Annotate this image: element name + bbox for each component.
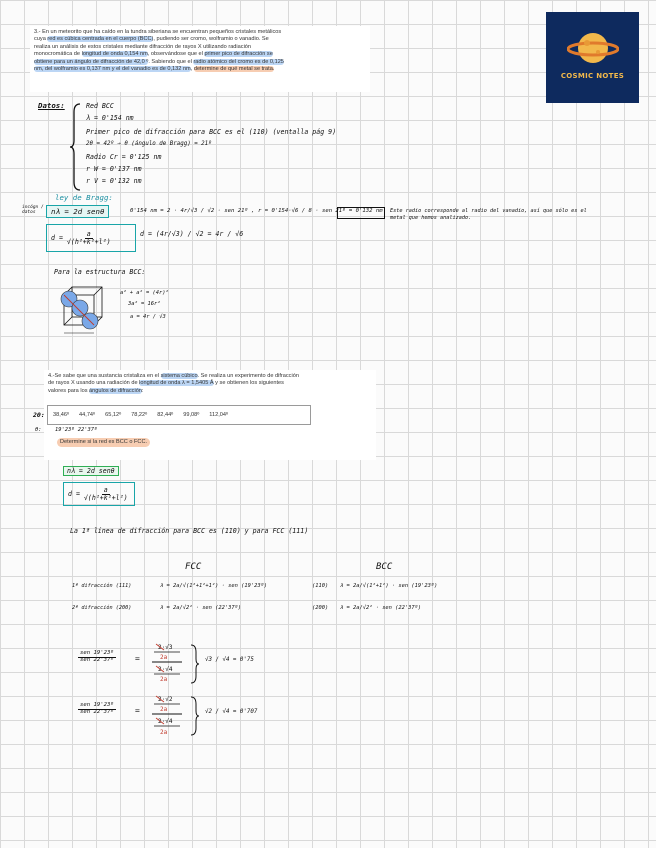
p4-hl-cubic: sistema cúbico [160, 373, 198, 379]
d-calculation: d = (4r/√3) / √2 = 4r / √6 [140, 230, 244, 238]
interplanar-distance-box: d = $\frac{a}{\text{√(h²+k²+l²)}}$ [46, 224, 136, 252]
result-box [337, 207, 385, 219]
ratio-1 [78, 651, 116, 663]
fcc-row1-label: 1ª difracción (111) [72, 583, 132, 589]
ratio-2-equals: = [135, 706, 140, 715]
bcc-eq-2: 3a² = 16r² [128, 301, 161, 307]
p4-line3a: valores para los [48, 387, 90, 394]
bragg-side-note: incógn / datos [22, 205, 44, 215]
bragg-title: ley de Bragg: [55, 193, 113, 202]
p3-hl-peak: primer pico de difracción se [204, 51, 273, 58]
bcc-structure-title: Para la estructura BCC: [54, 268, 146, 276]
datos-line-7: r V = 0'132 nm [86, 177, 142, 185]
ratio-2-denominator: sen 22'37º [80, 708, 114, 715]
bcc-row1: λ = 2a/√(1²+1²) · sen (19'23º) [340, 583, 438, 589]
p4-line2b: y se obtienen los siguientes [213, 380, 284, 387]
svg-text:2a: 2a [160, 706, 168, 713]
svg-text:2·√4: 2·√4 [158, 666, 173, 673]
angle-value: 65,12º [105, 412, 122, 418]
two-theta-label: 2θ: [33, 411, 45, 419]
bcc-eq-1: a² + a² = (4r)² [120, 290, 169, 296]
p3-hl-wavelength: longitud de onda 0,154 nm [81, 51, 148, 58]
ratio-2-result: √2 / √4 = 0'707 [205, 709, 258, 715]
theta-label: θ: [35, 427, 42, 433]
ratio-1-result: √3 / √4 = 0'75 [205, 657, 254, 663]
bcc-eq-3: a = 4r / √3 [130, 314, 166, 320]
angle-values-table [47, 405, 311, 425]
ratio-1-strikethrough-fraction [150, 640, 184, 684]
bragg-equation: nλ = 2d senθ [46, 205, 109, 218]
ratio-2 [78, 703, 116, 715]
fcc-row1: λ = 2a/√(1²+1²+1²) · sen (19'23º) [160, 583, 268, 589]
angle-value: 38,46º [53, 412, 70, 418]
p3-hl-bcc: red es cúbica centrada en el cuerpo (BCC) [47, 36, 154, 43]
p3-hl-radius: radio atómico del cromo es de 0,125 [193, 58, 284, 65]
svg-text:2a: 2a [160, 729, 168, 736]
angle-value: 112,04º [209, 412, 229, 418]
fcc-row2-label: 2ª difracción (200) [72, 605, 132, 611]
bcc-row2-label: (200) [312, 605, 329, 611]
d-eq-denominator: √(h²+k²+l²) [66, 237, 111, 246]
p3-line4b: , observándose que el [147, 51, 205, 58]
datos-label: Datos: [38, 101, 65, 110]
first-line-statement: La 1ª línea de difracción para BCC es (110) y para FCC (111) [70, 527, 309, 535]
p4-hl-wavelength: longitud de onda λ = 1,5405 Å [139, 380, 214, 387]
svg-text:2·√2: 2·√2 [158, 696, 173, 703]
conclusion-note: Este radio corresponde al radio del vanadio, así que sólo es el metal que hemos analizado. [390, 208, 587, 221]
p3-hl-question: determine de qué metal se trata. [193, 66, 275, 73]
bcc-row1-label: (110) [312, 583, 329, 589]
datos-line-4: 2θ = 42º → θ (ángulo de Bragg) = 21º [86, 141, 212, 147]
ratio-1-brace-icon [190, 644, 200, 684]
ratio-2-brace-icon [190, 696, 200, 736]
p4-hl-angles: ángulos de difracción [89, 387, 142, 394]
p3-line5b: . Sabiendo que el [148, 58, 194, 65]
angle-value: 82,44º [157, 412, 174, 418]
bcc-row2: λ = 2a/√2² · sen (22'37º) [340, 605, 422, 611]
svg-text:2a: 2a [160, 676, 168, 683]
bragg-equation-2: nλ = 2d senθ [63, 466, 119, 476]
angle-value: 99,08º [183, 412, 200, 418]
p3-line2a: cuya [34, 36, 48, 43]
theta-values: 19'23º 22'37º [55, 427, 98, 433]
planet-logo-icon [567, 24, 619, 72]
datos-brace-icon [70, 102, 82, 192]
p3-line4a: monocromática de [34, 51, 82, 58]
ratio-1-numerator: sen 19'23º [80, 650, 114, 656]
p4-line3b: : [141, 387, 144, 394]
datos-line-1: Red BCC [86, 102, 114, 110]
d-eq-numerator: a [86, 229, 91, 238]
p3-hl-angle: obtiene para un ángulo de difracción de 42,0 º [34, 58, 149, 65]
logo-name: COSMIC NOTES [560, 72, 625, 80]
p4-question: Determine si la red es BCC o FCC. [57, 438, 150, 447]
svg-text:2·√3: 2·√3 [158, 644, 173, 651]
p3-line1: 3.- En un meteorito que ha caído en la tundra siberiana se encuentran pequeños cristales metálicos [34, 29, 282, 35]
d-eq2-lhs: d = [68, 490, 80, 498]
datos-line-5: Radio Cr = 0'125 nm [86, 153, 162, 161]
datos-line-3: Primer pico de difracción para BCC es el (110) (ventalla pág 9) [86, 128, 337, 136]
d-eq2-denominator: √(h²+k²+l²) [83, 493, 128, 502]
bcc-heading: BCC [376, 562, 393, 572]
svg-text:2·√4: 2·√4 [158, 718, 173, 725]
ratio-1-equals: = [135, 654, 140, 663]
fcc-heading: FCC [185, 562, 202, 572]
ratio-2-strikethrough-fraction [150, 692, 184, 738]
datos-line-2: λ = 0'154 nm [86, 114, 134, 122]
cosmic-notes-logo [546, 12, 639, 103]
ratio-2-numerator: sen 19'23º [80, 702, 114, 708]
d-eq2-numerator: a [103, 485, 108, 494]
p3-hl-radii: nm, del wolframio es 0,137 nm y el del vanadio es de 0,132 nm [34, 66, 191, 73]
p4-line2a: de rayos X usando una radiación de [48, 380, 140, 387]
angle-value: 44,74º [79, 412, 96, 418]
radius-calculation: 0'154 nm = 2 · 4r/√3 / √2 · sen 21º , r = 0'154·√6 / 8 · sen 21º = 0'132 nm [130, 208, 383, 214]
interplanar-distance-box-2 [63, 482, 135, 506]
p4-line1a: 4.-Se sabe que una sustancia cristaliza en el [48, 373, 161, 379]
problem-3-statement [30, 26, 370, 92]
ratio-1-denominator: sen 22'37º [80, 656, 114, 663]
bcc-cube-diagram [56, 283, 114, 341]
svg-text:2a: 2a [160, 654, 168, 661]
p3-line2b: , pudiendo ser cromo, wolframio o vanadio. Se [153, 36, 269, 43]
p3-line6b: , [190, 66, 194, 73]
p3-line3: realiza un análisis de estos cristales mediante difracción de rayos X utilizando radiación [34, 43, 252, 50]
angle-value: 78,22º [131, 412, 148, 418]
fcc-row2: λ = 2a/√2² · sen (22'37º) [160, 605, 242, 611]
datos-line-6: r W = 0'137 nm [86, 165, 142, 173]
p4-line1b: . Se realiza un experimento de difracción [197, 373, 299, 379]
